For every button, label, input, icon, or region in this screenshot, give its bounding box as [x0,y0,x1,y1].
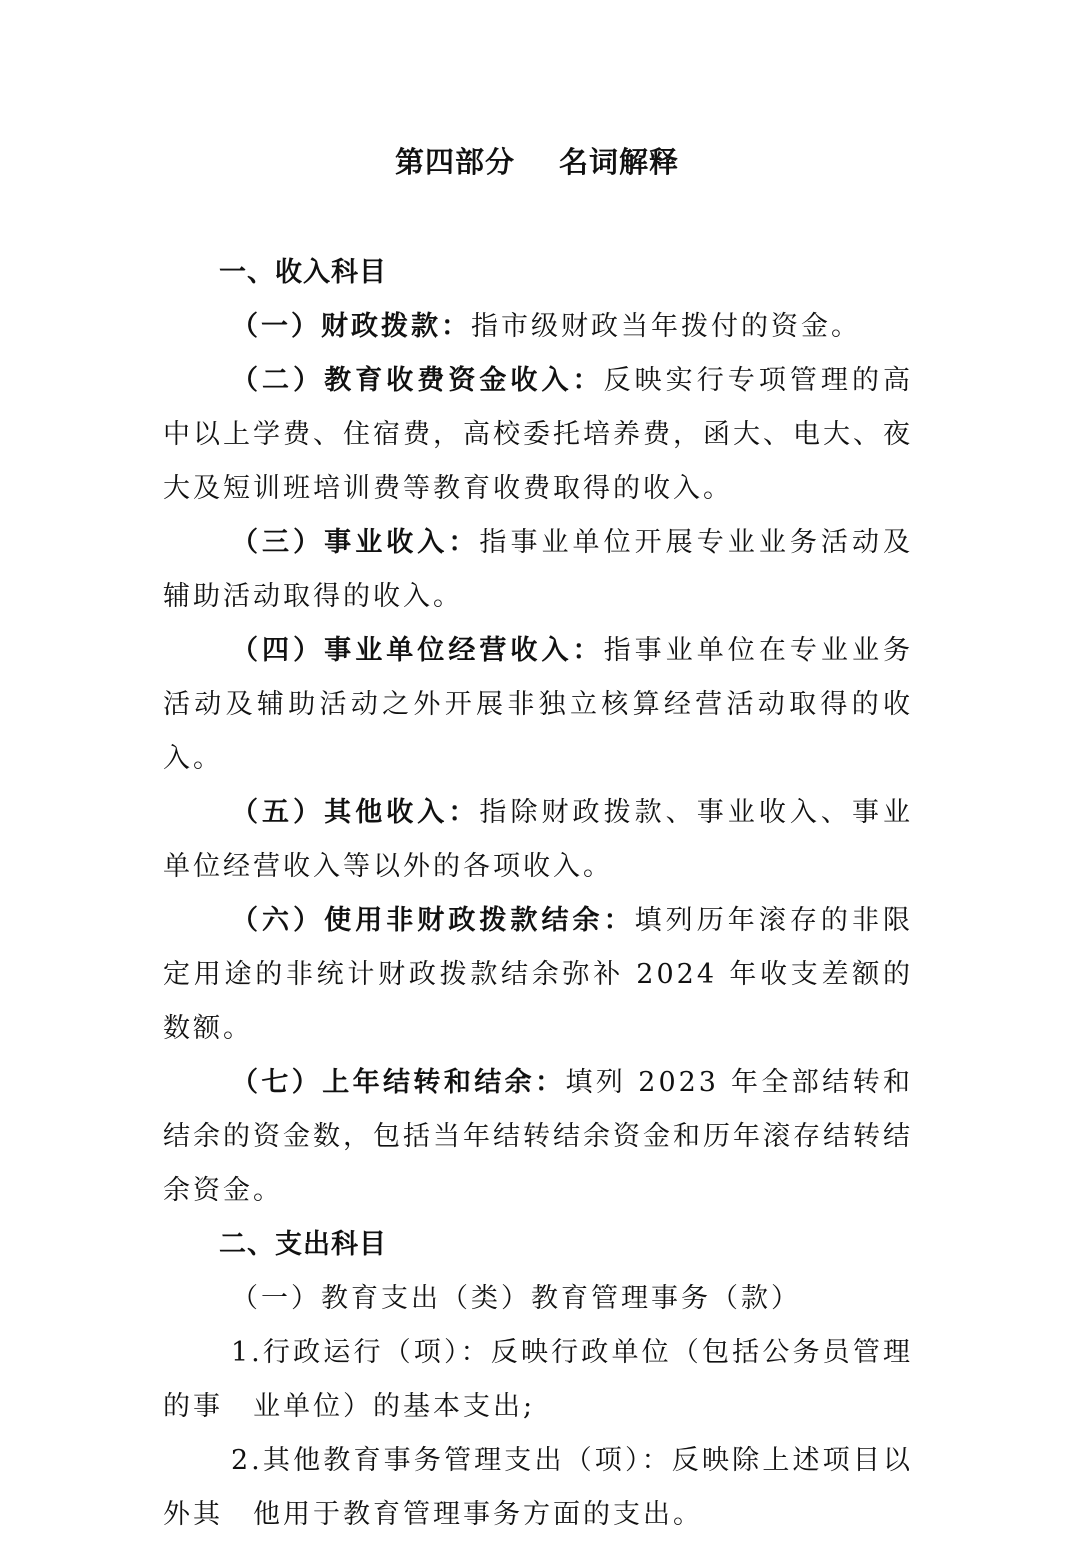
income-term: （一）财政拨款： [231,311,471,342]
income-term: （七）上年结转和结余： [231,1067,566,1098]
document-body [163,246,913,1542]
income-definition: 填列 2023 年全部结转和结余的资金数，包括当年结转结余资金和历年滚存结转结余资金。 [163,1067,913,1206]
income-term: （六）使用非财政拨款结余： [231,905,635,936]
title-name: 名词解释 [559,145,680,179]
expense-item: 2.其他教育事务管理支出（项）：反映除上述项目以外其 他用于教育管理事务方面的支出。 [163,1445,913,1530]
income-item [163,354,913,516]
section-heading-income: 一、收入科目 [219,257,387,288]
income-term: （五）其他收入： [231,797,480,828]
income-definition: 指市级财政当年拨付的资金。 [471,311,861,342]
income-item [163,1056,913,1218]
income-item [163,300,913,354]
expense-item: 1.行政运行（项）：反映行政单位（包括公务员管理的事 业单位）的基本支出; [163,1337,913,1422]
expense-sub-heading: （一）教育支出（类）教育管理事务（款） [231,1283,801,1314]
income-item [163,786,913,894]
income-term: （三）事业收入： [231,527,480,558]
income-definition: 指事业单位开展专业业务活动及辅助活动取得的收入。 [163,527,914,612]
income-item [163,894,913,1056]
income-definition: 指事业单位在专业业务活动及辅助活动之外开展非独立核算经营活动取得的收入。 [163,635,914,774]
income-definition: 填列历年滚存的非限定用途的非统计财政拨款结余弥补 2024 年收支差额的数额。 [163,905,914,1044]
income-term: （二）教育收费资金收入： [231,365,604,396]
page-title [0,140,1074,184]
income-definition: 指除财政拨款、事业收入、事业单位经营收入等以外的各项收入。 [163,797,914,882]
income-item [163,624,913,786]
title-part: 第四部分 [394,145,515,179]
section-heading-expense: 二、支出科目 [219,1229,387,1260]
income-term: （四）事业单位经营收入： [231,635,604,666]
income-definition: 反映实行专项管理的高中以上学费、住宿费，高校委托培养费，函大、电大、夜大及短训班培训费等教育收费取得的收入。 [163,365,914,504]
income-item [163,516,913,624]
